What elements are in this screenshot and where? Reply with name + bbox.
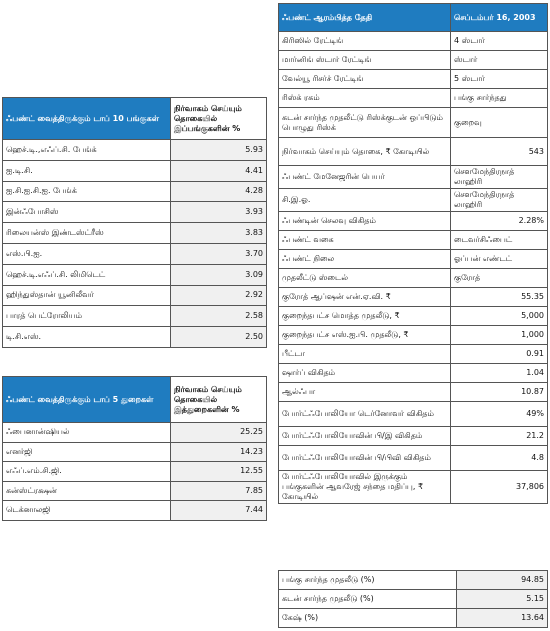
top10-value: 2.58 xyxy=(171,306,267,327)
fund-value: சௌமேந்திரநாத் லாஹிரி xyxy=(451,166,548,189)
fund-row xyxy=(279,427,548,446)
top10-value: 3.93 xyxy=(171,202,267,223)
top10-row xyxy=(3,181,267,202)
fund-label: போர்ட்ஃபோலியோவின் பி/இ விகிதம் xyxy=(279,427,451,446)
fund-value: 1.04 xyxy=(451,364,548,383)
allocation-value: 5.15 xyxy=(457,590,548,609)
top10-row xyxy=(3,223,267,244)
top10-label: டி.சி.எஸ். xyxy=(3,327,171,348)
allocation-row xyxy=(279,609,548,628)
fund-label: கிரிஸில் ரேட்டிங் xyxy=(279,32,451,51)
top10-row xyxy=(3,243,267,264)
top10-label: இன்ஃபோசிஸ் xyxy=(3,202,171,223)
fund-value: 49% xyxy=(451,402,548,427)
allocation-label: கேஷ் (%) xyxy=(279,609,457,628)
top5-column-header: நிர்வாகம் செய்யும் தொகையில் இத்துறைகளின் % xyxy=(171,377,267,423)
fund-row xyxy=(279,108,548,138)
fund-row xyxy=(279,288,548,307)
fund-label: குறைந்தபட்ச எஸ்.ஐ.பி. முதலீடு, ₹ xyxy=(279,326,451,345)
fund-label: ரிஸ்க் ரகம் xyxy=(279,89,451,108)
top5-value: 12.55 xyxy=(171,462,267,482)
top10-label: பாரத் பெட்ரோலியம் xyxy=(3,306,171,327)
top10-value: 2.50 xyxy=(171,327,267,348)
fund-row xyxy=(279,326,548,345)
fund-row xyxy=(279,212,548,231)
top5-value: 14.23 xyxy=(171,442,267,462)
top10-value: 4.28 xyxy=(171,181,267,202)
top10-label: ஹெச்.டி.,எஃப்.சி. பேங்க் xyxy=(3,140,171,161)
fund-label: நிர்வாகம் செய்யும் தொகை, ₹ கோடியில் xyxy=(279,138,451,166)
fund-value: குறைவு xyxy=(451,108,548,138)
allocation-row xyxy=(279,571,548,590)
fund-label: வேல்யூ ரிசர்ச் ரேட்டிங் xyxy=(279,70,451,89)
fund-row xyxy=(279,32,548,51)
fund-label: கடன் சார்ந்த முதலீட்டு ரிஸ்க்குடன் ஒப்பிடும் பொழுது ரிஸ்க் xyxy=(279,108,451,138)
top10-value: 3.09 xyxy=(171,264,267,285)
allocation-row xyxy=(279,590,548,609)
top5-body xyxy=(3,423,267,521)
top10-label: ரிலையன்ஸ் இண்டஸ்ட்ரீஸ் xyxy=(3,223,171,244)
top5-row xyxy=(3,423,267,443)
fund-header-row xyxy=(279,4,548,32)
top10-label: ஐ.டி.சி. xyxy=(3,160,171,181)
fund-value: 10.87 xyxy=(451,383,548,402)
top10-value: 5.93 xyxy=(171,140,267,161)
top10-title: ஃபண்ட் வைத்திருக்கும் டாப் 10 பங்குகள் xyxy=(3,98,171,140)
fund-label: ஃபண்ட் நிலை xyxy=(279,250,451,269)
fund-row xyxy=(279,471,548,504)
top5-row xyxy=(3,442,267,462)
top10-value: 3.83 xyxy=(171,223,267,244)
fund-value: ஓப்பன் எண்டட் xyxy=(451,250,548,269)
fund-value: 5 ஸ்டார் xyxy=(451,70,548,89)
fund-label: மார்னிங் ஸ்டார் ரேட்டிங் xyxy=(279,51,451,70)
fund-row xyxy=(279,189,548,212)
fund-start-date-value: செப்டம்பர் 16, 2003 xyxy=(451,4,548,32)
fund-row xyxy=(279,307,548,326)
top5-label: கன்ஸ்ட்ரக்ஷன் xyxy=(3,481,171,501)
fund-value: பங்கு சார்ந்தது xyxy=(451,89,548,108)
fund-value: 55.35 xyxy=(451,288,548,307)
top10-label: ஹிந்துஸ்தான் யூனிலீவர் xyxy=(3,285,171,306)
top5-label: எனர்ஜி xyxy=(3,442,171,462)
fund-label: ஷார்ப் விகிதம் xyxy=(279,364,451,383)
top10-row xyxy=(3,202,267,223)
top5-value: 25.25 xyxy=(171,423,267,443)
top5-row xyxy=(3,501,267,521)
top10-body xyxy=(3,140,267,348)
fund-label: குரோத் ஆப்ஷன் என்.ஏ.வி. ₹ xyxy=(279,288,451,307)
fund-value: 4.8 xyxy=(451,446,548,471)
fund-value: 37,806 xyxy=(451,471,548,504)
top5-label: எஃப்.எம்.சி.ஜி. xyxy=(3,462,171,482)
fund-row xyxy=(279,446,548,471)
top10-label: எஸ்.பி.ஐ. xyxy=(3,243,171,264)
allocation-label: கடன் சார்ந்த முதலீடு (%) xyxy=(279,590,457,609)
fund-label: போர்ட்ஃபோலியோவின் பி/பிவி விகிதம் xyxy=(279,446,451,471)
fund-value: ஸ்டார் xyxy=(451,51,548,70)
fund-label: முதலீட்டு ஸ்டைல் xyxy=(279,269,451,288)
top10-label: ஐ.சி.ஐ.சி.ஐ. பேங்க் xyxy=(3,181,171,202)
fund-label: ஃபண்டின் செலவு விகிதம் xyxy=(279,212,451,231)
fund-label: குறைந்தபட்ச மொத்த முதலீடு, ₹ xyxy=(279,307,451,326)
fund-row xyxy=(279,70,548,89)
allocation-label: பங்கு சார்ந்த முதலீடு (%) xyxy=(279,571,457,590)
fund-row xyxy=(279,231,548,250)
top10-row xyxy=(3,140,267,161)
top10-value: 4.41 xyxy=(171,160,267,181)
allocation-table xyxy=(278,570,548,628)
fund-start-date-label: ஃபண்ட் ஆரம்பித்த தேதி xyxy=(279,4,451,32)
fund-row xyxy=(279,89,548,108)
allocation-value: 94.85 xyxy=(457,571,548,590)
fund-row xyxy=(279,402,548,427)
fund-row xyxy=(279,138,548,166)
fund-row xyxy=(279,383,548,402)
fund-label: ஃபண்ட் வகை xyxy=(279,231,451,250)
fund-details-table xyxy=(278,3,548,504)
top10-row xyxy=(3,285,267,306)
fund-value: 543 xyxy=(451,138,548,166)
top10-table xyxy=(2,97,267,348)
top5-title: ஃபண்ட் வைத்திருக்கும் டாப் 5 துறைகள் xyxy=(3,377,171,423)
top5-value: 7.44 xyxy=(171,501,267,521)
top5-label: ஃபைனான்ஷியல் xyxy=(3,423,171,443)
top10-row xyxy=(3,264,267,285)
top5-value: 7.85 xyxy=(171,481,267,501)
top10-column-header: நிர்வாகம் செய்யும் தொகையில் இப்பங்குகளின் % xyxy=(171,98,267,140)
allocation-value: 13.64 xyxy=(457,609,548,628)
fund-value: 5,000 xyxy=(451,307,548,326)
fund-row xyxy=(279,269,548,288)
top5-header-row xyxy=(3,377,267,423)
fund-body xyxy=(279,32,548,504)
fund-value: 4 ஸ்டார் xyxy=(451,32,548,51)
top5-table xyxy=(2,376,267,521)
top10-label: ஹெச்.டி.எஃப்.சி. லிமிடெட் xyxy=(3,264,171,285)
fund-label: ஃபண்ட் மேனேஜரின் பெயர் xyxy=(279,166,451,189)
fund-value: டைவர்சிஃபைட் xyxy=(451,231,548,250)
fund-value: குரோத் xyxy=(451,269,548,288)
fund-label: போர்ட்ஃபோலியோவில் இருக்கும் பங்குகளின் ஆவரேஜ் சந்தை மதிப்பு, ₹ கோடியில் xyxy=(279,471,451,504)
fund-row xyxy=(279,51,548,70)
fund-value: 2.28% xyxy=(451,212,548,231)
top10-row xyxy=(3,306,267,327)
top5-row xyxy=(3,462,267,482)
fund-value: சௌமேந்திரநாத் லாஹிரி xyxy=(451,189,548,212)
fund-value: 1,000 xyxy=(451,326,548,345)
allocation-body xyxy=(279,571,548,628)
top10-value: 2.92 xyxy=(171,285,267,306)
fund-row xyxy=(279,364,548,383)
fund-row xyxy=(279,345,548,364)
top10-value: 3.70 xyxy=(171,243,267,264)
fund-value: 21.2 xyxy=(451,427,548,446)
top5-row xyxy=(3,481,267,501)
fund-value: 0.91 xyxy=(451,345,548,364)
fund-label: பீட்டா xyxy=(279,345,451,364)
top10-header-row xyxy=(3,98,267,140)
fund-row xyxy=(279,250,548,269)
fund-label: ஆல்ஃபா xyxy=(279,383,451,402)
top10-row xyxy=(3,327,267,348)
fund-label: சி.இ.ஓ. xyxy=(279,189,451,212)
top10-row xyxy=(3,160,267,181)
fund-row xyxy=(279,166,548,189)
fund-label: போர்ட்ஃபோலியோ டெர்னோவர் விகிதம் xyxy=(279,402,451,427)
top5-label: டெக்னாலஜி xyxy=(3,501,171,521)
